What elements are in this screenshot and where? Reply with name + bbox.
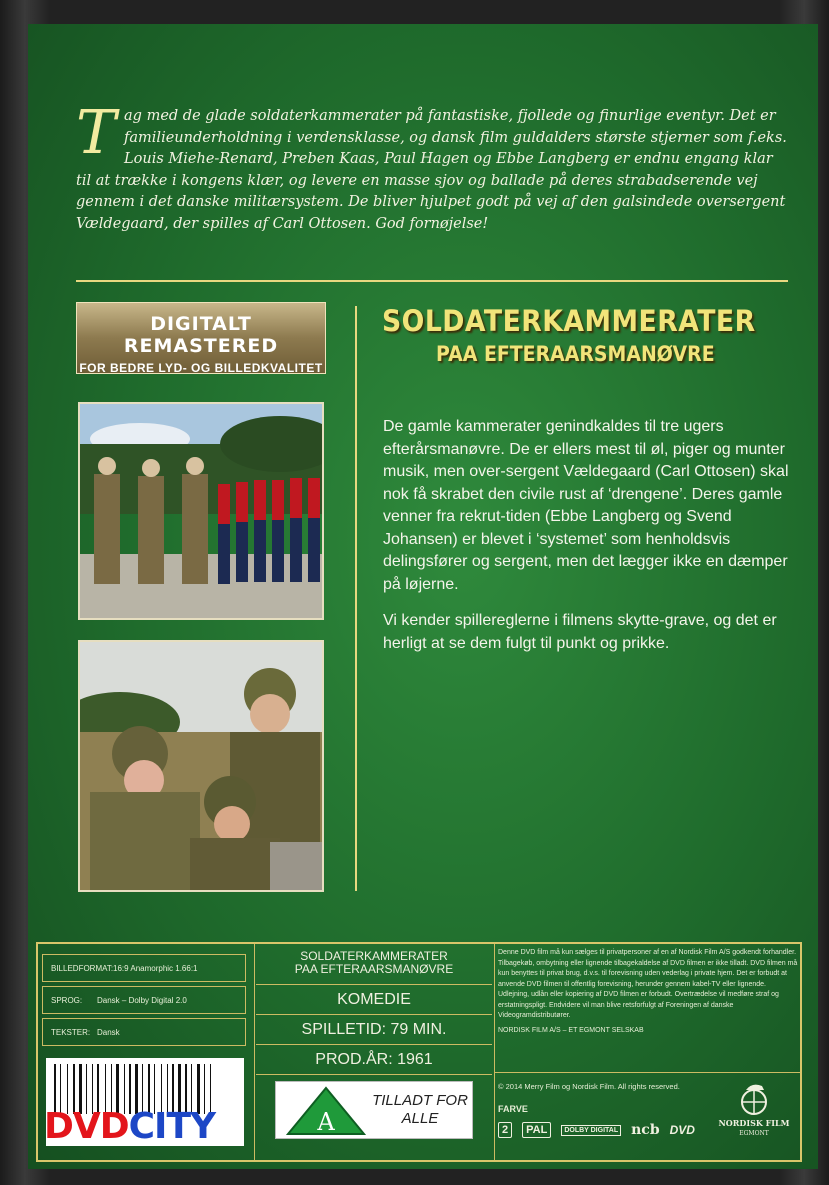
spec-subtitles: [42, 1018, 246, 1046]
color-label: FARVE: [498, 1104, 528, 1114]
spec-subtitles-value: Dansk: [97, 1027, 120, 1037]
pal-icon: PAL: [522, 1122, 551, 1138]
movie-info-list: [256, 944, 492, 1075]
intro-text: [76, 98, 788, 235]
spec-format-value: 16:9 Anamorphic 1.66:1: [113, 963, 198, 973]
info-genre: KOMEDIE: [256, 985, 492, 1015]
spec-list: [42, 954, 246, 1050]
synopsis: [383, 416, 793, 669]
still-photo-parade: [78, 402, 324, 620]
spec-sound-key: SPROG:: [51, 995, 83, 1005]
legal-company: NORDISK FILM A/S – ET EGMONT SELSKAB: [498, 1026, 644, 1034]
rating-triangle-icon: [286, 1086, 366, 1136]
region-icon: 2: [498, 1122, 512, 1138]
info-separator-2: [494, 944, 495, 1160]
still-photo-soldiers: [78, 640, 324, 892]
nordisk-film-name: NORDISK FILM: [718, 1118, 790, 1128]
dvd-video-icon: DVD: [669, 1123, 695, 1137]
divider-vertical: [355, 306, 357, 891]
info-title: SOLDATERKAMMERATER PAA EFTERAARSMANØVRE: [256, 944, 492, 985]
spec-format: [42, 954, 246, 982]
rating-letter: A: [317, 1108, 335, 1136]
copyright: © 2014 Merry Film og Nordisk Film. All rights reserved.: [498, 1082, 680, 1091]
movie-subtitle: PAA EFTERAARSMANØVRE: [436, 342, 715, 366]
spec-sound-value: Dansk – Dolby Digital 2.0: [97, 995, 187, 1005]
drop-cap: T: [76, 98, 117, 168]
legal-separator: [494, 1072, 800, 1073]
watermark-part-1: DVD: [44, 1106, 129, 1147]
nordisk-film-logo: [718, 1080, 790, 1137]
watermark-part-2: CITY: [128, 1106, 216, 1147]
badge-line-1: DIGITALT REMASTERED: [123, 313, 279, 357]
info-year: PROD.ÅR: 1961: [256, 1045, 492, 1075]
age-rating-box: [275, 1081, 473, 1139]
ncb-icon: ncb: [631, 1122, 660, 1138]
back-cover: [28, 24, 818, 1169]
info-separator-1: [254, 944, 255, 1160]
info-runtime: SPILLETID: 79 MIN.: [256, 1015, 492, 1045]
format-logos: [498, 1122, 695, 1138]
spec-format-key: BILLEDFORMAT:: [51, 963, 114, 973]
badge-line-2: FOR BEDRE LYD- OG BILLEDKVALITET: [79, 361, 323, 375]
legal-notice: Denne DVD film må kun sælges til privatpersoner af en af Nordisk Film A/S godkendt forhandler. Tilbagekøb, ombytning eller lignende tilbagekaldelse af DVD filmen er ikke tilladt. DVD filmen må kun benyttes til privat brug, d.v.s. til forevisning uden vederlag i private hjem. Det er forbudt at anvende DVD filmen til offentlig forevisning, herunder gennem kabel-TV eller lignende. Udlejning, udlån eller kopiering af DVD filmen er forbudt. Overtrædelse vil medføre straf og erstatningspligt. Endvidere vil man blive retsforfulgt af Foreningen af danske Videogramdistributører.: [498, 949, 798, 1019]
legal-text: [498, 948, 798, 1036]
remastered-badge: [76, 302, 326, 374]
synopsis-paragraph-1: De gamle kammerater genindkaldes til tre ugers efterårsmanøvre. De er ellers mest til øl, piger og munter musik, men over-sergent Vældegaard (Carl Ottosen) skal nok få skrabet den civile rust af ‘drengene’. Deres gamle venner fra rekrut-tiden (Ebbe Langberg og Svend Johansen) er blevet i ‘systemet’ som henholdsvis delingsfører og sergent, men det lægger ikke en dæmper på løjerne.: [383, 418, 789, 593]
synopsis-paragraph-2: Vi kender spillereglerne i filmens skytte-grave, og det er herligt at se dem fulgt til punkt og prikke.: [383, 612, 777, 652]
polar-bear-globe-icon: [738, 1080, 770, 1116]
dolby-icon: DOLBY DIGITAL: [561, 1125, 621, 1136]
egmont-label: EGMONT: [739, 1130, 769, 1137]
movie-title: SOLDATERKAMMERATER: [382, 304, 756, 338]
divider-horizontal: [76, 280, 788, 282]
spec-subtitles-key: TEKSTER:: [51, 1027, 91, 1037]
spec-sound: [42, 986, 246, 1014]
rating-label: TILLADT FOR ALLE: [372, 1092, 468, 1127]
intro-body: ag med de glade soldaterkammerater på fantastiske, fjollede og finurlige eventyr. Det er familieunderholdning i verdensklasse, og dansk film guldalders største stjerner som f.eks. Louis Miehe-Renard, Preben Kaas, Paul Hagen og Ebbe Langberg er endnu engang klar til at trække i kongens klær, og levere en masse sjov og ballade på deres strabadserende vej gennem i det danske militærsystem. De bliver hjulpet godt på vej af den galsindede oversergent Vældegaard, der spilles af Carl Ottosen. God fornøjelse!: [76, 108, 787, 232]
dvdcity-watermark: [44, 1106, 215, 1147]
